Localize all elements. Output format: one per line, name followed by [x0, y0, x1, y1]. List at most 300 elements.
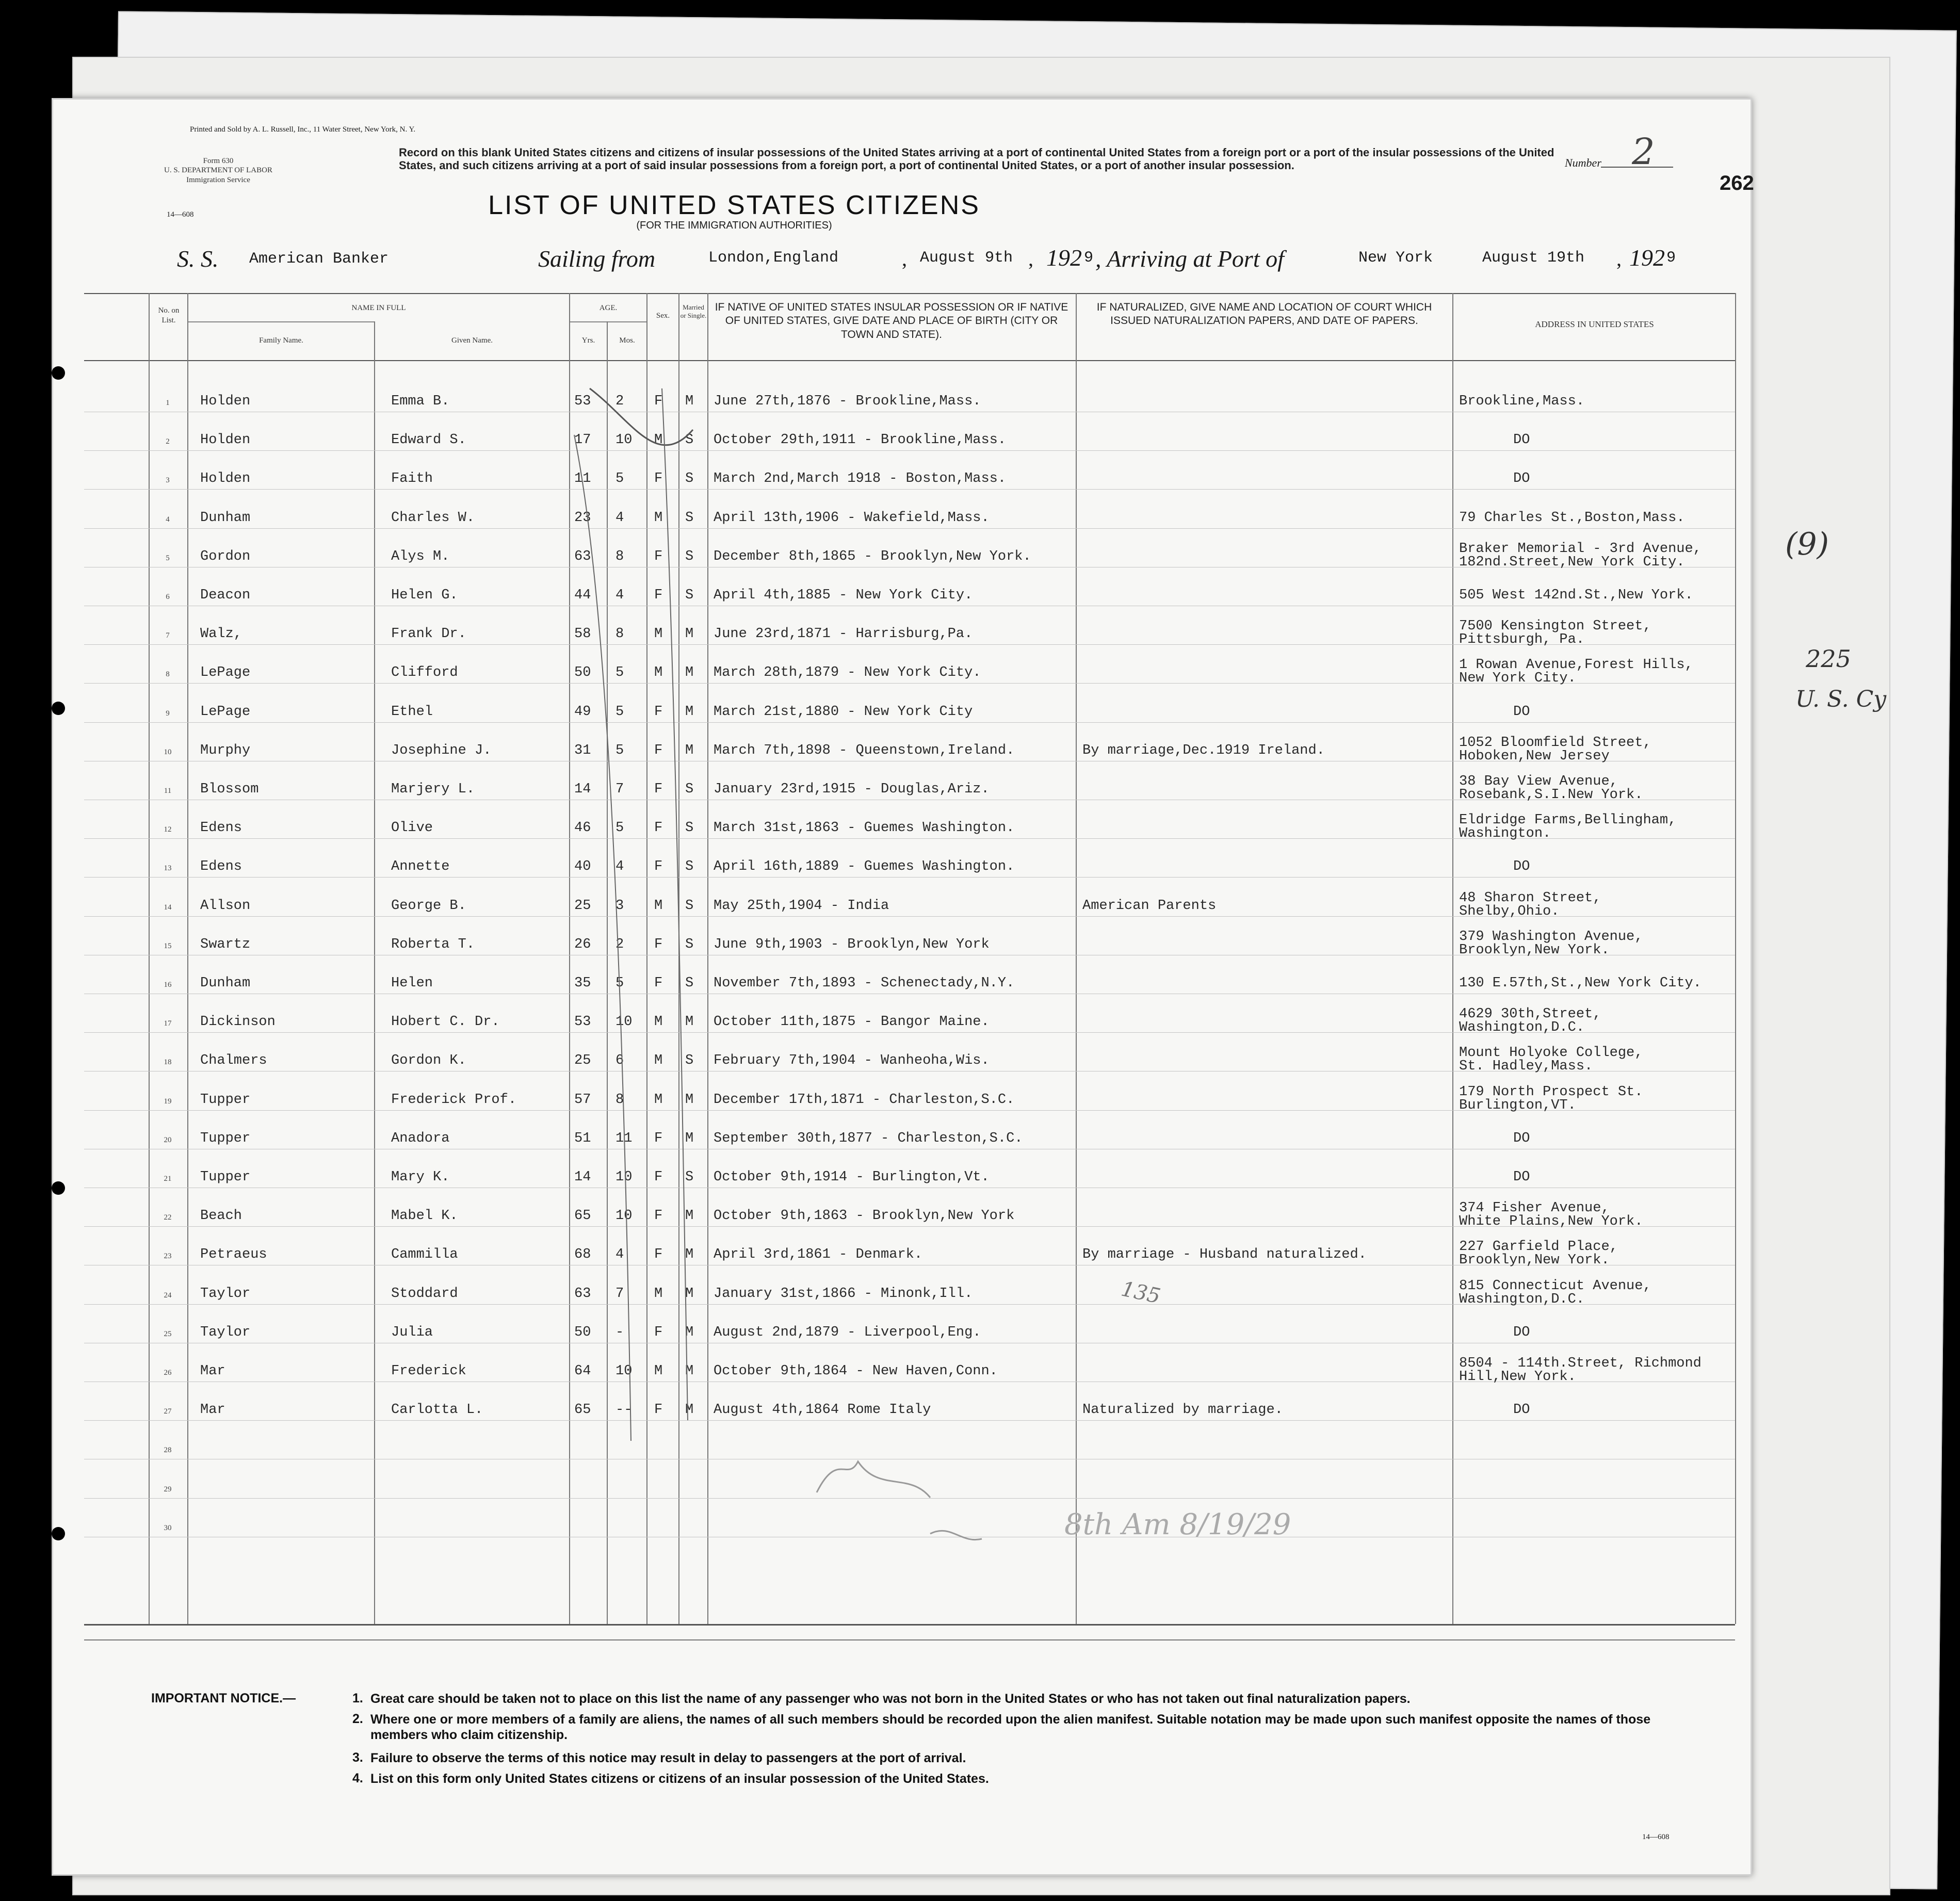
address-line-1: 505 West 142nd.St.,New York. [1459, 588, 1693, 603]
address-line-1: 379 Washington Avenue, [1459, 929, 1643, 945]
address-line-1: DO [1513, 859, 1530, 875]
age-years: 25 [574, 898, 591, 914]
birth-info: October 9th,1914 - Burlington,Vt. [714, 1169, 990, 1185]
address-line-2: Rosebank,S.I.New York. [1459, 787, 1643, 803]
col-birth: IF NATIVE OF UNITED STATES INSULAR POSSESSION OR IF NATIVE OF UNITED STATES, GIVE DATE AND PLACE OF BIRTH (CITY OR TOWN AND STATE). [715, 301, 1068, 340]
age-months: 5 [615, 820, 624, 836]
family-name: Tupper [200, 1130, 251, 1146]
age-years: 50 [574, 1324, 591, 1340]
col-mos: Mos. [619, 336, 635, 345]
sex: F [654, 1247, 663, 1263]
family-name: Mar [200, 1363, 225, 1379]
row-number: 30 [164, 1523, 172, 1532]
age-years: 64 [574, 1363, 591, 1379]
row-number: 3 [166, 476, 170, 485]
row-number: 7 [166, 631, 170, 640]
age-months: 8 [615, 626, 624, 642]
marital-status: S [685, 548, 694, 564]
given-name: Mary K. [391, 1169, 450, 1185]
given-name: Frederick Prof. [391, 1092, 517, 1108]
margin-note: 225 [1806, 645, 1851, 673]
family-name: Edens [200, 820, 242, 836]
marital-status: S [685, 471, 694, 487]
given-name: George B. [391, 898, 466, 914]
age-months: 7 [615, 1286, 624, 1302]
row-number: 15 [164, 941, 172, 950]
age-months: 11 [615, 1130, 633, 1146]
sex: F [654, 859, 663, 875]
row-number: 12 [164, 825, 172, 834]
family-name: Holden [200, 471, 251, 487]
marital-status: M [685, 1208, 694, 1224]
family-name: Holden [200, 432, 251, 448]
col-no: No. on List. [158, 306, 180, 324]
family-name: Mar [200, 1402, 225, 1418]
address-line-1: DO [1513, 1402, 1530, 1418]
age-months: -- [615, 1402, 633, 1418]
marital-status: M [685, 626, 694, 642]
birth-info: December 17th,1871 - Charleston,S.C. [714, 1092, 1015, 1108]
address-line-2: Burlington,VT. [1459, 1097, 1576, 1113]
notice-text: Where one or more members of a family are aliens, the names of all such members should be recorded upon the alien manifest. Suitable notation may be made upon such manifest opposite the names of those members who claim citizenship. [370, 1712, 1651, 1742]
notice-number: 4. [352, 1771, 363, 1785]
birth-info: March 28th,1879 - New York City. [714, 665, 981, 681]
birth-info: April 3rd,1861 - Denmark. [714, 1247, 923, 1263]
ship-name: American Banker [249, 250, 389, 268]
binder-hole [52, 702, 65, 715]
marital-status: S [685, 820, 694, 836]
binder-hole [52, 1181, 65, 1195]
sex: M [654, 1053, 663, 1069]
address-line-1: DO [1513, 704, 1530, 720]
given-name: Roberta T. [391, 936, 475, 952]
margin-note: (9) [1785, 526, 1829, 562]
family-name: Edens [200, 859, 242, 875]
given-name: Clifford [391, 665, 458, 681]
row-number: 11 [164, 787, 172, 795]
row-number: 5 [166, 554, 170, 562]
age-months: 10 [615, 1363, 633, 1379]
birth-info: August 4th,1864 Rome Italy [714, 1402, 931, 1418]
age-months: 8 [615, 548, 624, 564]
birth-info: March 7th,1898 - Queenstown,Ireland. [714, 742, 1015, 758]
family-name: Taylor [200, 1286, 251, 1302]
sex: F [654, 1208, 663, 1224]
row-number: 9 [166, 709, 170, 718]
birth-info: September 30th,1877 - Charleston,S.C. [714, 1130, 1023, 1146]
notice-number: 1. [352, 1691, 363, 1705]
marital-status: S [685, 976, 694, 991]
col-yrs: Yrs. [581, 336, 595, 345]
form-number: Form 630 [203, 157, 234, 165]
birth-info: March 31st,1863 - Guemes Washington. [714, 820, 1015, 836]
binder-hole [52, 366, 65, 380]
arriving-year-digit: 9 [1666, 249, 1676, 267]
age-months: 6 [615, 1053, 624, 1069]
birth-info: March 21st,1880 - New York City [714, 704, 973, 720]
birth-info: August 2nd,1879 - Liverpool,Eng. [714, 1324, 981, 1340]
given-name: Frank Dr. [391, 626, 466, 642]
row-number: 27 [164, 1407, 172, 1416]
birth-info: June 23rd,1871 - Harrisburg,Pa. [714, 626, 973, 642]
naturalization-info: American Parents [1082, 898, 1217, 914]
age-months: 4 [615, 859, 624, 875]
margin-note: U. S. Cy [1795, 686, 1887, 712]
family-name: Dickinson [200, 1014, 276, 1030]
marital-status: M [685, 742, 694, 758]
row-number: 10 [164, 748, 172, 756]
address-line-1: 227 Garfield Place, [1459, 1239, 1618, 1255]
family-name: LePage [200, 704, 251, 720]
address-line-1: DO [1513, 471, 1530, 487]
marital-status: S [685, 510, 694, 526]
marital-status: M [685, 1286, 694, 1302]
sex: M [654, 1363, 663, 1379]
address-line-2: 182nd.Street,New York City. [1459, 554, 1685, 570]
binder-hole [52, 1527, 65, 1540]
marital-status: M [685, 1324, 694, 1340]
given-name: Annette [391, 859, 450, 875]
row-number: 4 [166, 515, 170, 524]
age-months: 5 [615, 665, 624, 681]
sex: F [654, 394, 663, 409]
sex: M [654, 1092, 663, 1108]
age-years: 57 [574, 1092, 591, 1108]
given-name: Julia [391, 1324, 433, 1340]
page-stamp: 262 [1720, 172, 1754, 194]
form-subtitle: (FOR THE IMMIGRATION AUTHORITIES) [636, 220, 832, 231]
birth-info: November 7th,1893 - Schenectady,N.Y. [714, 976, 1015, 991]
address-line-2: New York City. [1459, 671, 1576, 687]
family-name: Beach [200, 1208, 242, 1224]
given-name: Helen G. [391, 588, 458, 603]
sailing-from: London,England [708, 249, 839, 267]
age-years: 23 [574, 510, 591, 526]
row-number: 19 [164, 1097, 172, 1106]
instructions: Record on this blank United States citizens and citizens of insular possessions of the United States arriving at a port of continental United States from a foreign port or a port of the insular possessions of the United States, and such citizens arriving at a port of said insular possessions from a foreign port, a port of continental United States, or a port of another insular possession. [399, 146, 1554, 172]
marital-status: S [685, 1169, 694, 1185]
address-line-2: Pittsburgh, Pa. [1459, 632, 1585, 648]
given-name: Hobert C. Dr. [391, 1014, 500, 1030]
marital-status: S [685, 936, 694, 952]
sailing-label: Sailing from [538, 246, 656, 272]
birth-info: April 4th,1885 - New York City. [714, 588, 973, 603]
sex: M [654, 1286, 663, 1302]
address-line-2: Brooklyn,New York. [1459, 942, 1610, 958]
age-years: 14 [574, 1169, 591, 1185]
sex: F [654, 704, 663, 720]
marital-status: M [685, 704, 694, 720]
sex: M [654, 510, 663, 526]
col-married-single: Married or Single. [680, 303, 707, 320]
age-years: 40 [574, 859, 591, 875]
marital-status: M [685, 1014, 694, 1030]
row-number: 25 [164, 1329, 172, 1338]
age-months: 5 [615, 976, 624, 991]
family-name: Murphy [200, 742, 251, 758]
sex: F [654, 936, 663, 952]
age-years: 14 [574, 782, 591, 797]
birth-info: December 8th,1865 - Brooklyn,New York. [714, 548, 1031, 564]
address-line-1: 38 Bay View Avenue, [1459, 774, 1618, 789]
given-name: Anadora [391, 1130, 450, 1146]
row-number: 17 [164, 1019, 172, 1028]
age-years: 11 [574, 471, 591, 487]
age-years: 53 [574, 1014, 591, 1030]
naturalization-info: By marriage - Husband naturalized. [1082, 1247, 1367, 1263]
ss-label: S. S. [177, 246, 219, 272]
col-family-name: Family Name. [259, 336, 303, 345]
age-years: 51 [574, 1130, 591, 1146]
row-number: 18 [164, 1058, 172, 1067]
row-number: 13 [164, 864, 172, 873]
age-months: 7 [615, 782, 624, 797]
address-line-1: 48 Sharon Street, [1459, 890, 1601, 906]
age-years: 50 [574, 665, 591, 681]
col-naturalized: IF NATURALIZED, GIVE NAME AND LOCATION OF COURT WHICH ISSUED NATURALIZATION PAPERS, AND DATE OF PAPERS. [1096, 301, 1432, 327]
given-name: Ethel [391, 704, 433, 720]
sailing-year-digit: 9 [1084, 249, 1094, 267]
sex: M [654, 1014, 663, 1030]
arriving-port: New York [1358, 249, 1433, 267]
sex: F [654, 1324, 663, 1340]
row-number: 14 [164, 903, 172, 912]
department: U. S. DEPARTMENT OF LABOR [164, 166, 272, 174]
notice-heading: IMPORTANT NOTICE.— [151, 1691, 296, 1705]
row-number: 8 [166, 670, 170, 679]
address-line-1: 815 Connecticut Avenue, [1459, 1278, 1651, 1294]
address-line-1: DO [1513, 1169, 1530, 1185]
marital-status: S [685, 432, 694, 448]
marital-status: S [685, 859, 694, 875]
col-sex: Sex. [656, 312, 670, 320]
family-name: Taylor [200, 1324, 251, 1340]
printer-line: Printed and Sold by A. L. Russell, Inc., 11 Water Street, New York, N. Y. [190, 125, 416, 134]
age-years: 63 [574, 548, 591, 564]
family-name: Deacon [200, 588, 251, 603]
marital-status: M [685, 1092, 694, 1108]
sex: F [654, 742, 663, 758]
row-number: 29 [164, 1485, 172, 1493]
notice-text: List on this form only United States citizens or citizens of an insular possession of the United States. [370, 1772, 989, 1786]
marital-status: M [685, 665, 694, 681]
address-line-1: Eldridge Farms,Bellingham, [1459, 813, 1677, 828]
given-name: Frederick [391, 1363, 466, 1379]
given-name: Alys M. [391, 548, 450, 564]
address-line-2: Hill,New York. [1459, 1369, 1576, 1385]
address-line-1: 374 Fisher Avenue, [1459, 1200, 1610, 1216]
row-number: 21 [164, 1175, 172, 1183]
col-age: AGE. [599, 304, 618, 312]
age-years: 25 [574, 1053, 591, 1069]
given-name: Carlotta L. [391, 1402, 483, 1418]
birth-info: October 9th,1864 - New Haven,Conn. [714, 1363, 998, 1379]
family-name: Swartz [200, 936, 251, 952]
address-line-1: 4629 30th,Street, [1459, 1006, 1601, 1022]
notice-number: 3. [352, 1750, 363, 1765]
birth-info: October 29th,1911 - Brookline,Mass. [714, 432, 1007, 448]
age-months: 4 [615, 1247, 624, 1263]
number-label: Number [1565, 156, 1601, 169]
family-name: Walz, [200, 626, 242, 642]
birth-info: January 23rd,1915 - Douglas,Ariz. [714, 782, 990, 797]
birth-info: May 25th,1904 - India [714, 898, 889, 914]
address-line-1: Brookline,Mass. [1459, 394, 1585, 409]
address-line-1: 179 North Prospect St. [1459, 1084, 1643, 1100]
address-line-1: DO [1513, 1324, 1530, 1340]
age-years: 68 [574, 1247, 591, 1263]
form-title: LIST OF UNITED STATES CITIZENS [488, 190, 980, 220]
given-name: Cammilla [391, 1247, 458, 1263]
given-name: Olive [391, 820, 433, 836]
address-line-1: DO [1513, 432, 1530, 448]
sex: M [654, 665, 663, 681]
address-line-2: Brooklyn,New York. [1459, 1253, 1610, 1269]
age-years: 58 [574, 626, 591, 642]
age-months: 2 [615, 936, 624, 952]
row-number: 1 [166, 399, 170, 407]
birth-info: January 31st,1866 - Minonk,Ill. [714, 1286, 973, 1302]
family-name: Allson [200, 898, 251, 914]
birth-info: June 27th,1876 - Brookline,Mass. [714, 394, 981, 409]
age-months: 3 [615, 898, 624, 914]
age-years: 44 [574, 588, 591, 603]
address-line-1: Mount Holyoke College, [1459, 1045, 1643, 1061]
age-years: 65 [574, 1208, 591, 1224]
family-name: Holden [200, 394, 251, 409]
address-line-1: 1052 Bloomfield Street, [1459, 735, 1651, 751]
marital-status: M [685, 1247, 694, 1263]
sex: F [654, 1169, 663, 1185]
birth-info: October 9th,1863 - Brooklyn,New York [714, 1208, 1015, 1224]
sailing-date: August 9th [920, 249, 1013, 267]
row-number: 28 [164, 1446, 172, 1455]
naturalization-info: Naturalized by marriage. [1082, 1402, 1283, 1418]
given-name: Stoddard [391, 1286, 458, 1302]
age-months: - [615, 1324, 624, 1340]
row-number: 16 [164, 981, 172, 989]
row-number: 2 [166, 437, 170, 446]
notice-number: 2. [352, 1712, 363, 1726]
age-years: 63 [574, 1286, 591, 1302]
sex: F [654, 1402, 663, 1418]
given-name: Gordon K. [391, 1053, 466, 1069]
birth-info: October 11th,1875 - Bangor Maine. [714, 1014, 990, 1030]
age-months: 10 [615, 1014, 633, 1030]
age-months: 5 [615, 704, 624, 720]
address-line-2: White Plains,New York. [1459, 1214, 1643, 1230]
family-name: LePage [200, 665, 251, 681]
sex: M [654, 898, 663, 914]
number-value: 2 [1632, 131, 1655, 173]
given-name: Marjery L. [391, 782, 475, 797]
age-years: 53 [574, 394, 591, 409]
given-name: Mabel K. [391, 1208, 458, 1224]
row-number: 22 [164, 1213, 172, 1222]
address-line-1: 1 Rowan Avenue,Forest Hills, [1459, 657, 1693, 673]
row-number: 23 [164, 1252, 172, 1261]
form-code-top: 14—608 [167, 210, 194, 219]
sex: F [654, 976, 663, 991]
notice-text: Great care should be taken not to place on this list the name of any passenger who was not born in the United States or who has not taken out final naturalization papers. [370, 1692, 1411, 1706]
age-months: 5 [615, 742, 624, 758]
marital-status: S [685, 1053, 694, 1069]
age-months: 5 [615, 471, 624, 487]
marital-status: M [685, 394, 694, 409]
sex: M [654, 626, 663, 642]
sex: F [654, 820, 663, 836]
given-name: Emma B. [391, 394, 450, 409]
age-years: 35 [574, 976, 591, 991]
family-name: Tupper [200, 1092, 251, 1108]
notice-text: Failure to observe the terms of this notice may result in delay to passengers at the port of arrival. [370, 1751, 966, 1765]
handwritten-number: 135 [1119, 1277, 1163, 1309]
address-line-2: Washington,D.C. [1459, 1291, 1585, 1307]
address-line-1: Braker Memorial - 3rd Avenue, [1459, 541, 1702, 557]
form-page: Printed and Sold by A. L. Russell, Inc., 11 Water Street, New York, N. Y. Form 630 U. S. DEPARTMENT OF LABOR Immigration Service 14—608 Record on this blank United States citizens and citizens of insular possessions of the United States arriving at a port of continental United States from a foreign port or a port of the insular possessions of the United States, and such citizens arriving at a port of said insular possessions from a foreign port, a port of continental United States, or a port of another insular possession. Number 2 262 LIST OF UNITED STATES CITIZENS (FOR THE IMMIGRATION AUTHORITIES) S. S. American Banker Sailing from London,England , August 9th , 192 9 , Arriving at Port of New York August 19th , 192 9 No. on List. NAME IN FULL Family Name. Given Name. AGE. Yrs. Mos. Sex. Married or Single. IF NATIVE OF UNITED STATES INSULAR POSSESSION OR IF NATIVE OF UNITED STATES, GIVE DATE AND PLACE OF BIRTH (CITY OR TOWN AND STATE). IF NATURALIZED, GIVE NAME AND LOCATION OF COURT WHICH ISSUED NATURALIZATION PAPERS, AND DATE OF PAPERS. ADDRESS IN UNITED STATES 1 Holden Emma B. 53 2 F M June 27th,1876 - Brookline,Mass. Brookline,Mass. 2 Holden Edward S. 17 10 M S October 29th,1911 - Brookline,Mass. DO 3 Holden Faith 11 5 F S March 2nd,March 1918 - Boston,Mass. DO 4 Dunham Charles W. 23 4 M S April 13th,1906 - Wakefield,Mass. 79 Charles St.,Boston,Mass. 5 Gordon Alys M. 63 8 F S December 8th,1865 - Brooklyn,New York. Braker Memorial - 3rd Avenue, 182nd.Street,New York City. 6 Deacon Helen G. 44 4 F S April 4th,1885 - New York City. 505 West 142nd.St.,New York. 7 Walz, Frank Dr. 58 8 M M June 23rd,1871 - Harrisburg,Pa. 7500 Kensington Street, Pittsburgh, Pa. 8 LePage Clifford 50 5 M M March 28th,1879 - New York City. 1 Rowan Avenue,Forest Hills, New York City. 9 LePage Ethel 49 5 F M March 21st,1880 - New York City DO 10 Murphy Josephine J. 31 5 F M March 7th,1898 - Queenstown,Ireland. By marriage,Dec.1919 Ireland. 1052 Bloomfield Street, Hoboken,New Jersey 11 Blossom Marjery L. 14 7 F S January 23rd,1915 - Douglas,Ariz. 38 Bay View Avenue, Rosebank,S.I.New York. 12 Edens Olive 46 5 F S March 31st,1863 - Guemes Washington. Eldridge Farms,Bellingham, Washington. 13 Edens Annette 40 4 F S April 16th,1889 - Guemes Washington. DO 14 Allson George B. 25 3 M S May 25th,1904 - India American Parents 48 Sharon Street, Shelby,Ohio. 15 Swartz Roberta T. 26 2 F S June 9th,1903 - Brooklyn,New York 379 Washington Avenue, Brooklyn,New York. 16 Dunham Helen 35 5 F S November 7th,1893 - Schenectady,N.Y. 130 E.57th,St.,New York City. 17 Dickinson Hobert C. Dr. 53 10 M M October 11th,1875 - Bangor Maine. 4629 30th,Street, Washington,D.C. 18 Chalmers Gordon K. 25 6 M S February 7th,1904 - Wanheoha,Wis. Mount Holyoke College, St. Hadley,Mass. 19 Tupper Frederick Prof. 57 8 M M December 17th,1871 - Charleston,S.C. 179 North Prospect St. Burlington,VT. 20 Tupper Anadora 51 11 F M September 30th,1877 - Charleston,S.C. DO 21 Tupper Mary K. 14 10 F S October 9th,1914 - Burlington,Vt. DO 22 Beach Mabel K. 65 10 F M October 9th,1863 - Brooklyn,New York 374 Fisher Avenue, White Plains,New York. 23 Petraeus Cammilla 68 4 F M April 3rd,1861 - Denmark. By marriage - Husband naturalized. 227 Garfield Place, Brooklyn,New York. 24 Taylor Stoddard 63 7 M M January 31st,1866 - Minonk,Ill. 815 Connecticut Avenue, Washington,D.C. 25 Taylor Julia 50 - F M August 2nd,1879 - Liverpool,Eng. DO 26 Mar Frederick 64 10 M M October 9th,1864 - New Haven,Conn. 8504 - 114th.Street, Richmond Hill,New York. 27 Mar Carlotta L. 65 -- F M August 4th,1864 Rome Italy Naturalized by marriage. DO 28 29 30 135 8th Am 8/19/29 IMPORTANT NOTICE.— 1. Great care should be taken not to place on this list the name of any passenger who was not born in the United States or who has not taken out final naturalization papers. 2. Where one or more members of a family are aliens, the names of all such members should be recorded upon the alien manifest. Suitable notation may be made upon such manifest opposite the names of those members who claim citizenship. 3. Failure to observe the terms of this notice may result in delay to passengers at the port of arrival. 4. List on this form only United States citizens or citizens of an insular possession of the United States. 14—608 [52, 98, 1752, 1876]
address-line-1: DO [1513, 1130, 1530, 1146]
address-line-1: 130 E.57th,St.,New York City. [1459, 976, 1702, 991]
given-name: Edward S. [391, 432, 466, 448]
sailing-year-prefix: 192 [1046, 245, 1082, 271]
age-years: 49 [574, 704, 591, 720]
marital-status: S [685, 898, 694, 914]
row-number: 24 [164, 1291, 172, 1299]
marital-status: S [685, 782, 694, 797]
age-years: 65 [574, 1402, 591, 1418]
birth-info: April 16th,1889 - Guemes Washington. [714, 859, 1015, 875]
address-line-2: Washington,D.C. [1459, 1020, 1585, 1036]
address-line-2: Washington. [1459, 826, 1551, 842]
age-years: 46 [574, 820, 591, 836]
age-months: 8 [615, 1092, 624, 1108]
sex: F [654, 782, 663, 797]
address-line-2: Hoboken,New Jersey [1459, 748, 1610, 764]
marital-status: M [685, 1402, 694, 1418]
service: Immigration Service [186, 176, 250, 184]
age-months: 10 [615, 1169, 633, 1185]
sex: F [654, 471, 663, 487]
address-line-2: Shelby,Ohio. [1459, 903, 1560, 919]
marital-status: M [685, 1363, 694, 1379]
given-name: Josephine J. [391, 742, 492, 758]
row-number: 26 [164, 1369, 172, 1377]
address-line-1: 7500 Kensington Street, [1459, 619, 1651, 635]
age-years: 17 [574, 432, 591, 448]
sex: F [654, 1130, 663, 1146]
arriving-label: , Arriving at Port of [1095, 246, 1284, 272]
birth-info: April 13th,1906 - Wakefield,Mass. [714, 510, 990, 526]
form-code-bottom: 14—608 [1642, 1833, 1670, 1841]
arriving-date: August 19th [1482, 249, 1585, 267]
age-months: 4 [615, 510, 624, 526]
col-given-name: Given Name. [451, 336, 493, 345]
given-name: Charles W. [391, 510, 475, 526]
given-name: Faith [391, 471, 433, 487]
arriving-year-prefix: 192 [1629, 245, 1665, 271]
family-name: Tupper [200, 1169, 251, 1185]
row-number: 20 [164, 1135, 172, 1144]
age-months: 10 [615, 432, 633, 448]
naturalization-info: By marriage,Dec.1919 Ireland. [1082, 742, 1325, 758]
sex: M [654, 432, 663, 448]
family-name: Blossom [200, 782, 259, 797]
address-line-2: St. Hadley,Mass. [1459, 1059, 1593, 1075]
check-marks [53, 100, 1751, 1874]
age-months: 2 [615, 394, 624, 409]
row-number: 6 [166, 593, 170, 601]
birth-info: June 9th,1903 - Brooklyn,New York [714, 936, 990, 952]
